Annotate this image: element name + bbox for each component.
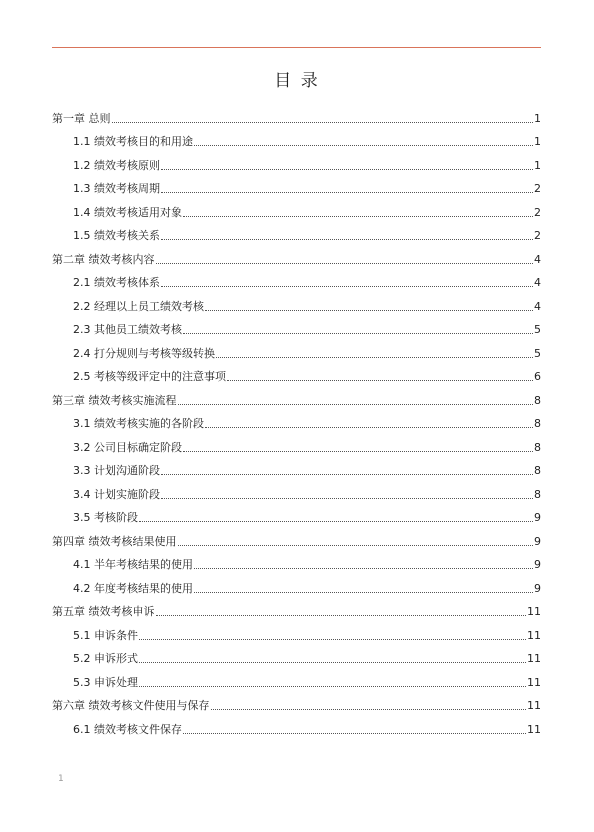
- toc-chapter-entry[interactable]: [52, 244, 541, 268]
- toc-dot-leader: [183, 333, 533, 334]
- toc-entry-label: 第五章 绩效考核申诉: [52, 605, 155, 618]
- toc-title: 目 录: [274, 71, 320, 91]
- toc-dot-leader: [156, 615, 527, 616]
- toc-dot-leader: [194, 145, 533, 146]
- page-number: 1: [58, 774, 64, 784]
- toc-entry-page-number: 4: [534, 276, 541, 289]
- toc-section-entry[interactable]: [52, 221, 541, 245]
- toc-entry-page-number: 5: [534, 323, 541, 336]
- toc-entry-label: 6.1 绩效考核文件保存: [73, 722, 182, 736]
- table-of-contents: [52, 103, 541, 738]
- toc-entry-label: 4.1 半年考核结果的使用: [73, 558, 193, 571]
- toc-dot-leader: [183, 451, 533, 452]
- toc-dot-leader: [139, 686, 526, 687]
- toc-entry-label: 2.1 绩效考核体系: [73, 276, 160, 289]
- toc-dot-leader: [183, 216, 533, 217]
- toc-entry-page-number: 11: [527, 675, 541, 689]
- toc-entry-page-number: 4: [534, 299, 541, 313]
- toc-entry-page-number: 8: [534, 393, 541, 407]
- toc-entry-label: 3.5 考核阶段: [73, 511, 138, 524]
- toc-chapter-entry[interactable]: [52, 526, 541, 550]
- toc-dot-leader: [112, 122, 534, 123]
- toc-entry-page-number: 9: [534, 558, 541, 571]
- toc-section-entry[interactable]: [52, 667, 541, 691]
- toc-entry-label: 1.4 绩效考核适用对象: [73, 205, 182, 219]
- toc-entry-page-number: 5: [534, 346, 541, 360]
- toc-section-entry[interactable]: [52, 503, 541, 527]
- toc-entry-page-number: 2: [534, 229, 541, 242]
- toc-dot-leader: [227, 380, 533, 381]
- toc-section-entry[interactable]: [52, 456, 541, 480]
- toc-dot-leader: [139, 639, 526, 640]
- toc-entry-page-number: 8: [534, 440, 541, 454]
- toc-dot-leader: [161, 239, 533, 240]
- toc-entry-label: 第二章 绩效考核内容: [52, 252, 155, 266]
- toc-entry-label: 第六章 绩效考核文件使用与保存: [52, 699, 210, 712]
- toc-section-entry[interactable]: [52, 409, 541, 433]
- toc-dot-leader: [139, 521, 533, 522]
- toc-entry-page-number: 9: [534, 581, 541, 595]
- toc-entry-page-number: 1: [534, 135, 541, 148]
- toc-dot-leader: [211, 709, 527, 710]
- toc-section-entry[interactable]: [52, 432, 541, 456]
- toc-chapter-entry[interactable]: [52, 597, 541, 621]
- toc-entry-page-number: 9: [534, 511, 541, 524]
- toc-entry-page-number: 11: [527, 699, 541, 712]
- toc-dot-leader: [161, 192, 533, 193]
- toc-entry-page-number: 11: [527, 722, 541, 736]
- toc-entry-page-number: 1: [534, 111, 541, 125]
- header-rule: [52, 47, 541, 48]
- toc-section-entry[interactable]: [52, 644, 541, 668]
- toc-entry-label: 第三章 绩效考核实施流程: [52, 393, 177, 407]
- toc-dot-leader: [161, 474, 533, 475]
- toc-entry-label: 2.3 其他员工绩效考核: [73, 323, 182, 336]
- toc-dot-leader: [178, 545, 534, 546]
- toc-entry-page-number: 11: [527, 605, 541, 618]
- toc-dot-leader: [205, 427, 533, 428]
- toc-section-entry[interactable]: [52, 174, 541, 198]
- toc-dot-leader: [194, 592, 533, 593]
- toc-dot-leader: [183, 733, 526, 734]
- toc-dot-leader: [194, 568, 533, 569]
- toc-section-entry[interactable]: [52, 315, 541, 339]
- toc-entry-label: 2.5 考核等级评定中的注意事项: [73, 370, 226, 383]
- toc-section-entry[interactable]: [52, 268, 541, 292]
- toc-entry-page-number: 8: [534, 464, 541, 477]
- toc-section-entry[interactable]: [52, 197, 541, 221]
- toc-section-entry[interactable]: [52, 620, 541, 644]
- toc-entry-page-number: 4: [534, 252, 541, 266]
- toc-entry-page-number: 8: [534, 417, 541, 430]
- toc-section-entry[interactable]: [52, 714, 541, 738]
- toc-dot-leader: [161, 498, 533, 499]
- toc-section-entry[interactable]: [52, 291, 541, 315]
- toc-entry-page-number: 6: [534, 370, 541, 383]
- toc-entry-page-number: 11: [527, 628, 541, 642]
- toc-chapter-entry[interactable]: [52, 691, 541, 715]
- toc-entry-label: 1.2 绩效考核原则: [73, 158, 160, 172]
- toc-entry-label: 2.4 打分规则与考核等级转换: [73, 346, 215, 360]
- toc-entry-label: 第四章 绩效考核结果使用: [52, 534, 177, 548]
- toc-dot-leader: [139, 662, 526, 663]
- toc-section-entry[interactable]: [52, 550, 541, 574]
- toc-entry-label: 3.3 计划沟通阶段: [73, 464, 160, 477]
- toc-entry-label: 5.2 申诉形式: [73, 652, 138, 665]
- toc-entry-label: 5.1 申诉条件: [73, 628, 138, 642]
- toc-dot-leader: [216, 357, 533, 358]
- toc-entry-label: 4.2 年度考核结果的使用: [73, 581, 193, 595]
- toc-entry-page-number: 2: [534, 205, 541, 219]
- toc-dot-leader: [156, 263, 534, 264]
- toc-section-entry[interactable]: [52, 127, 541, 151]
- toc-entry-label: 3.4 计划实施阶段: [73, 487, 160, 501]
- toc-section-entry[interactable]: [52, 338, 541, 362]
- toc-chapter-entry[interactable]: [52, 385, 541, 409]
- toc-entry-label: 3.1 绩效考核实施的各阶段: [73, 417, 204, 430]
- toc-section-entry[interactable]: [52, 573, 541, 597]
- toc-entry-label: 第一章 总则: [52, 111, 111, 125]
- toc-dot-leader: [178, 404, 534, 405]
- toc-dot-leader: [161, 286, 533, 287]
- toc-entry-label: 5.3 申诉处理: [73, 675, 138, 689]
- toc-section-entry[interactable]: [52, 362, 541, 386]
- toc-entry-page-number: 11: [527, 652, 541, 665]
- toc-entry-label: 1.5 绩效考核关系: [73, 229, 160, 242]
- toc-entry-label: 3.2 公司目标确定阶段: [73, 440, 182, 454]
- toc-entry-label: 2.2 经理以上员工绩效考核: [73, 299, 204, 313]
- toc-entry-page-number: 9: [534, 534, 541, 548]
- toc-entry-page-number: 2: [534, 182, 541, 195]
- toc-dot-leader: [161, 169, 533, 170]
- toc-entry-label: 1.3 绩效考核周期: [73, 182, 160, 195]
- toc-entry-page-number: 8: [534, 487, 541, 501]
- toc-entry-label: 1.1 绩效考核目的和用途: [73, 135, 193, 148]
- toc-chapter-entry[interactable]: [52, 103, 541, 127]
- toc-entry-page-number: 1: [534, 158, 541, 172]
- toc-dot-leader: [205, 310, 533, 311]
- toc-section-entry[interactable]: [52, 479, 541, 503]
- toc-section-entry[interactable]: [52, 150, 541, 174]
